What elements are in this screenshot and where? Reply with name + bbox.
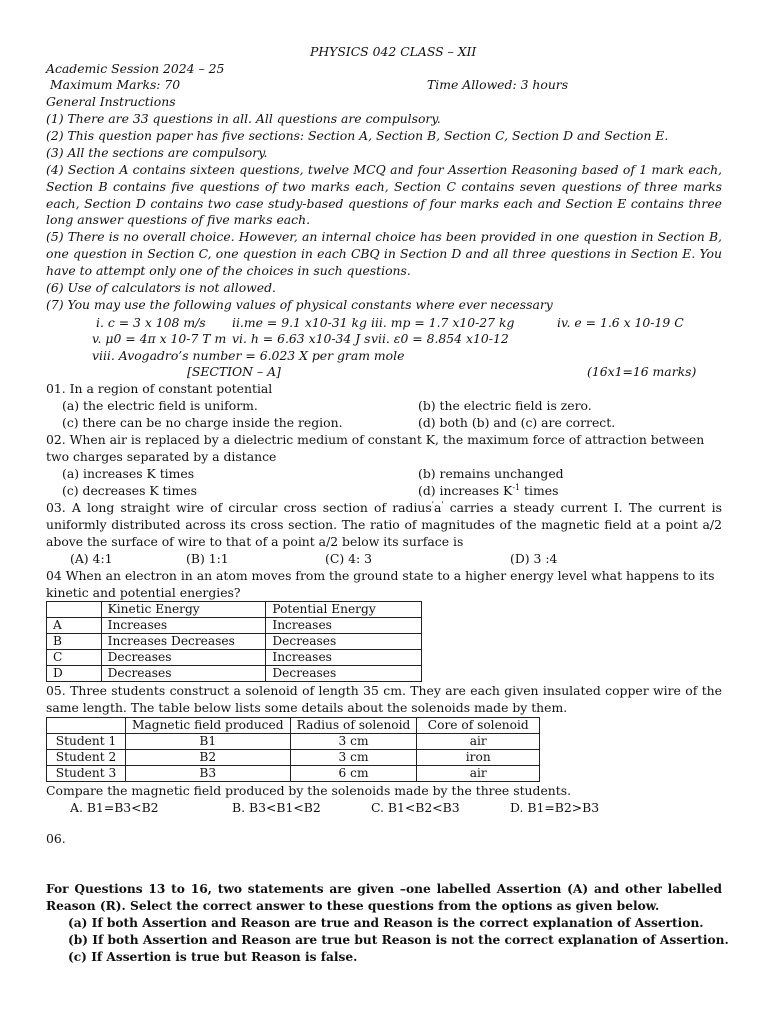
question-1: 01. In a region of constant potential [46, 381, 273, 396]
q5-table [46, 717, 540, 782]
question-3: 03. A long straight wire of circular cross section of radius'a' carries a steady current I. The current is uniformly distributed across its cross section. The ratio of magnitudes of the magnetic field at a point a/2 above the surface of wire to that of a point a/2 below its surface is [46, 499, 722, 549]
table-cell: Increases Decreases [101, 634, 266, 650]
assertion-option-b: (b) If both Assertion and Reason are true but Reason is not the correct explanation of Assertion. [68, 933, 729, 947]
q2-option-b: (b) remains unchanged [418, 466, 564, 481]
q2-option-a: (a) increases K times [62, 466, 195, 481]
table-cell: B [47, 634, 102, 650]
table-cell: A [47, 618, 102, 634]
instruction-6: (6) Use of calculators is not allowed. [46, 280, 276, 295]
q3-option-a: (A) 4:1 [70, 551, 113, 566]
instruction-1: (1) There are 33 questions in all. All questions are compulsory. [46, 111, 441, 126]
table-cell: iron [417, 750, 540, 766]
q5-option-d: D. B1=B2>B3 [510, 800, 600, 815]
table-cell: Student 3 [47, 766, 126, 782]
q5-option-a: A. B1=B3<B2 [70, 800, 159, 815]
assertion-option-c: (c) If Assertion is true but Reason is false. [68, 950, 358, 964]
q5-compare: Compare the magnetic field produced by the solenoids made by the three students. [46, 783, 572, 798]
q3-option-b: (B) 1:1 [186, 551, 229, 566]
table-cell: C [47, 650, 102, 666]
table-cell: Increases [101, 618, 266, 634]
table-row [47, 666, 422, 682]
assertion-option-a: (a) If both Assertion and Reason are true and Reason is the correct explanation of Assertion. [68, 916, 704, 930]
table-cell: 3 cm [290, 750, 417, 766]
max-marks: Maximum Marks: 70 [50, 77, 181, 92]
table-cell: B3 [126, 766, 290, 782]
table-cell: Student 1 [47, 734, 126, 750]
table-row [47, 634, 422, 650]
table-cell: Decreases [101, 650, 266, 666]
table-cell: air [417, 734, 540, 750]
q3-option-d: (D) 3 :4 [510, 551, 558, 566]
question-4: 04 When an electron in an atom moves from the ground state to a higher energy level what happens to its kinetic and potential energies? [46, 568, 715, 600]
instruction-3: (3) All the sections are compulsory. [46, 145, 268, 160]
instruction-5: (5) There is no overall choice. However, an internal choice has been provided in one question in Section B, one question in Section C, one question in each CBQ in Section D and all three questions in Section E. You have to attempt only one of the choices in such questions. [46, 229, 722, 278]
table-cell: Increases [266, 650, 422, 666]
table-cell: B2 [126, 750, 290, 766]
table-cell: Increases [266, 618, 422, 634]
assertion-reason-intro: For Questions 13 to 16, two statements are given –one labelled Assertion (A) and other labelled Reason (R). Select the correct answer to these questions from the options as given below. [46, 882, 722, 913]
q4-table [46, 601, 422, 682]
constant-h: vi. h = 6.63 x10-34 J s [232, 331, 371, 346]
table-header-row [47, 718, 540, 734]
q1-option-d: (d) both (b) and (c) are correct. [418, 415, 616, 430]
q1-option-c: (c) there can be no charge inside the region. [62, 415, 343, 430]
q2-option-c: (c) decreases K times [62, 483, 197, 498]
table-cell: air [417, 766, 540, 782]
constant-mp: iii. mp = 1.7 x10-27 kg [371, 315, 515, 330]
table-cell: 6 cm [290, 766, 417, 782]
table-cell: Decreases [266, 666, 422, 682]
table-cell: B1 [126, 734, 290, 750]
table-cell: Student 2 [47, 750, 126, 766]
q5-option-c: C. B1<B2<B3 [371, 800, 460, 815]
general-instructions-heading: General Instructions [46, 94, 176, 109]
table-header-cell: Kinetic Energy [101, 602, 266, 618]
table-header-cell: Radius of solenoid [290, 718, 417, 734]
q5-option-b: B. B3<B1<B2 [232, 800, 321, 815]
constant-e: iv. e = 1.6 x 10-19 C [557, 315, 684, 330]
question-2: 02. When air is replaced by a dielectric medium of constant K, the maximum force of attraction between two charges separated by a distance [46, 432, 705, 464]
section-a-marks: (16x1=16 marks) [587, 364, 697, 379]
table-cell: Decreases [101, 666, 266, 682]
table-header-cell: Potential Energy [266, 602, 422, 618]
constant-me: ii.me = 9.1 x10-31 kg [232, 315, 367, 330]
constant-c: i. c = 3 x 108 m/s [96, 315, 206, 330]
table-row [47, 618, 422, 634]
time-allowed: Time Allowed: 3 hours [427, 77, 569, 92]
table-cell: D [47, 666, 102, 682]
table-row [47, 750, 540, 766]
constant-mu0: v. μ0 = 4π x 10-7 T m [92, 331, 227, 346]
constant-avogadro: viii. Avogadro’s number = 6.023 X per gram mole [92, 348, 405, 363]
question-5: 05. Three students construct a solenoid of length 35 cm. They are each given insulated copper wire of the same length. The table below lists some details about the solenoids made by them. [46, 683, 722, 715]
academic-session: Academic Session 2024 – 25 [46, 61, 225, 76]
q3-option-c: (C) 4: 3 [325, 551, 372, 566]
table-header-cell [47, 718, 126, 734]
instruction-2: (2) This question paper has five sections: Section A, Section B, Section C, Section D and Section E. [46, 128, 669, 143]
instruction-7: (7) You may use the following values of physical constants where ever necessary [46, 297, 553, 312]
table-cell: Decreases [266, 634, 422, 650]
q1-option-b: (b) the electric field is zero. [418, 398, 592, 413]
q1-option-a: (a) the electric field is uniform. [62, 398, 258, 413]
table-row [47, 734, 540, 750]
table-row [47, 650, 422, 666]
table-header-cell: Magnetic field produced [126, 718, 290, 734]
table-header-row [47, 602, 422, 618]
page-title: PHYSICS 042 CLASS – XII [310, 44, 477, 59]
table-cell: 3 cm [290, 734, 417, 750]
section-a-heading: [SECTION – A] [187, 364, 281, 379]
q2-option-d: (d) increases $K^{-1}$ times [418, 482, 559, 498]
constant-eps0: vii. ε0 = 8.854 x10-12 [371, 331, 509, 346]
instruction-4: (4) Section A contains sixteen questions, twelve MCQ and four Assertion Reasoning based of 1 mark each, Section B contains five questions of two marks each, Section C contains seven questions of three marks each, Section D contains two case study-based questions of four marks each and Section E contains three long answer questions of five marks each. [46, 162, 722, 228]
table-header-cell [47, 602, 102, 618]
table-header-cell: Core of solenoid [417, 718, 540, 734]
table-row [47, 766, 540, 782]
question-6: 06. [46, 831, 66, 846]
